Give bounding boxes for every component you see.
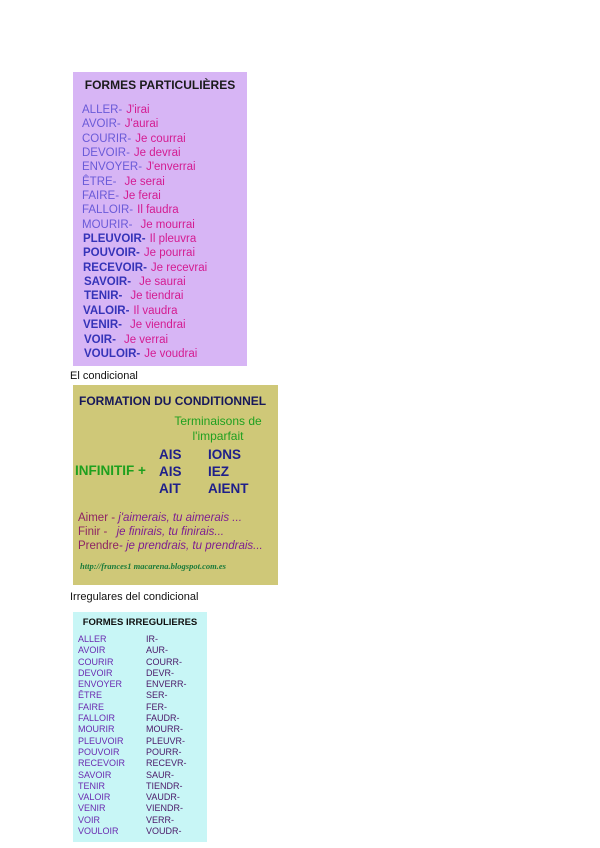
list-item xyxy=(82,347,207,361)
list-item xyxy=(82,261,207,275)
verb-label: AVOIR- xyxy=(82,118,121,131)
stem-label: SER- xyxy=(146,690,168,701)
conjugation: Je devrai xyxy=(133,147,181,160)
list-item xyxy=(82,218,207,232)
verb-label: TENIR- xyxy=(84,290,123,303)
verb-label: DEVOIR- xyxy=(82,147,130,160)
stem-label: MOURR- xyxy=(146,724,183,735)
verb-label: POUVOIR- xyxy=(83,247,140,260)
example-conjugation: - je prendrais, tu prendrais... xyxy=(118,540,263,552)
terminations-line-2: l'imparfait xyxy=(192,429,244,443)
list-item xyxy=(82,304,207,318)
stem-label: VIENDR- xyxy=(146,803,184,814)
verb-label: TENIR xyxy=(78,780,105,791)
list-item xyxy=(78,702,187,713)
caption-condicional: El condicional xyxy=(70,370,138,382)
conjugation: Il pleuvra xyxy=(149,233,197,246)
formes-particulieres-image xyxy=(73,72,247,366)
stem-label: TIENDR- xyxy=(146,780,183,791)
list-item xyxy=(78,758,187,769)
verb-label: RECEVOIR xyxy=(78,758,126,769)
example-verb: Prendre xyxy=(78,540,119,552)
verb-label: FAIRE- xyxy=(82,190,120,203)
verb-label: VALOIR- xyxy=(83,304,130,317)
list-item xyxy=(82,203,207,217)
blog-url: http://frances1 macarena.blogspot.com.es xyxy=(80,561,226,571)
list-item xyxy=(78,770,187,781)
conjugation: J'enverrai xyxy=(146,161,196,174)
list-item xyxy=(78,815,187,826)
list-item xyxy=(78,679,187,690)
conjugation: Il faudra xyxy=(137,204,179,217)
verb-label: COURIR xyxy=(78,656,114,667)
conjugation: Je tiendrai xyxy=(130,290,184,303)
list-item xyxy=(78,657,187,668)
verb-label: ENVOYER- xyxy=(82,161,143,174)
conjugation: Il vaudra xyxy=(133,304,178,317)
list-item xyxy=(78,792,187,803)
stem-label: VOUDR- xyxy=(146,826,182,837)
list-item xyxy=(78,781,187,792)
example-line xyxy=(78,526,224,538)
list-item xyxy=(82,146,207,160)
verb-label: PLEUVOIR- xyxy=(83,233,146,246)
stem-label: PLEUVR- xyxy=(146,735,186,746)
list-item xyxy=(78,690,187,701)
stem-label: AUR- xyxy=(146,645,168,656)
list-item xyxy=(78,713,187,724)
example-conjugation: je finirais, tu finirais... xyxy=(116,526,224,538)
verb-label: PLEUVOIR xyxy=(78,735,124,746)
list-item xyxy=(82,232,207,246)
caption-irregulares: Irregulares del condicional xyxy=(70,591,199,603)
verb-label: MOURIR xyxy=(78,724,115,735)
conjugation: Je ferai xyxy=(123,190,161,203)
conjugation: Je pourrai xyxy=(143,247,196,260)
verb-label: SAVOIR xyxy=(78,769,112,780)
verb-label: ÊTRE xyxy=(78,690,103,701)
example-line xyxy=(78,540,263,552)
ending: AIENT xyxy=(208,481,249,496)
box2-title: FORMATION DU CONDITIONNEL xyxy=(79,394,267,408)
verb-label: VOIR xyxy=(78,814,101,825)
stem-label: DEVR- xyxy=(146,667,175,678)
list-item xyxy=(82,132,207,146)
verb-label: DEVOIR xyxy=(78,667,113,678)
verb-label: ÊTRE- xyxy=(82,175,117,188)
verb-label: VOULOIR xyxy=(78,826,119,837)
verb-label: FALLOIR- xyxy=(82,204,134,217)
stem-label: FAUDR- xyxy=(146,713,180,724)
terminations-line-1: Terminaisons de xyxy=(174,414,262,428)
ending: IONS xyxy=(208,447,242,462)
conjugation: Je courrai xyxy=(135,132,186,145)
list-item xyxy=(82,318,207,332)
list-item xyxy=(78,645,187,656)
stem-label: ENVERR- xyxy=(146,679,187,690)
list-item xyxy=(82,333,207,347)
example-verb: Aimer - xyxy=(78,512,116,524)
verb-label: COURIR- xyxy=(82,132,132,145)
ending: AIT xyxy=(159,481,181,496)
verb-label: ALLER- xyxy=(82,104,123,116)
list-item xyxy=(82,103,207,117)
box1-list xyxy=(82,103,207,361)
verb-label: ALLER xyxy=(78,634,107,644)
stem-label: POURR- xyxy=(146,746,182,757)
verb-label: ENVOYER xyxy=(78,679,123,690)
list-item xyxy=(78,826,187,837)
stem-label: RECEVR- xyxy=(146,758,187,769)
list-item xyxy=(82,289,207,303)
box3-title: FORMES IRREGULIERES xyxy=(82,617,198,628)
verb-label: VENIR- xyxy=(83,319,122,332)
verb-label: VOIR- xyxy=(84,333,116,346)
stem-label: IR- xyxy=(146,634,158,644)
list-item xyxy=(82,175,207,189)
stem-label: COURR- xyxy=(146,656,182,667)
stem-label: VERR- xyxy=(146,814,175,825)
list-item xyxy=(78,736,187,747)
conjugation: Je verrai xyxy=(123,333,169,346)
verb-label: VENIR xyxy=(78,803,106,814)
verb-label: AVOIR xyxy=(78,645,106,656)
verb-label: SAVOIR- xyxy=(84,276,132,289)
box3-list xyxy=(78,634,187,837)
formes-irregulieres-image xyxy=(73,612,207,842)
box1-title: FORMES PARTICULIÈRES xyxy=(84,78,236,92)
example-line xyxy=(78,512,242,524)
list-item xyxy=(78,747,187,758)
terminations-label xyxy=(153,414,283,444)
conjugation: Je voudrai xyxy=(144,347,198,360)
stem-label: VAUDR- xyxy=(146,792,180,803)
infinitive-label: INFINITIF + xyxy=(75,463,146,478)
verb-label: VALOIR xyxy=(78,792,111,803)
verb-label: FAIRE xyxy=(78,701,105,712)
list-item xyxy=(78,724,187,735)
list-item xyxy=(78,668,187,679)
conjugation: Je recevrai xyxy=(150,261,208,274)
verb-label: RECEVOIR- xyxy=(83,261,147,274)
formation-conditionnel-image xyxy=(73,385,278,585)
list-item xyxy=(82,246,207,260)
list-item xyxy=(82,160,207,174)
list-item xyxy=(78,634,187,645)
conjugation: J'irai xyxy=(126,104,150,116)
conjugation: J'aurai xyxy=(124,118,159,131)
ending: IEZ xyxy=(208,464,230,479)
verb-label: VOULOIR- xyxy=(84,347,141,360)
ending: AIS xyxy=(159,464,182,479)
conjugation: Je saurai xyxy=(139,276,186,289)
conjugation: Je mourrai xyxy=(140,218,195,231)
conjugation: Je serai xyxy=(124,175,165,188)
example-conjugation: j'aimerais, tu aimerais ... xyxy=(118,512,242,524)
list-item xyxy=(78,803,187,814)
ending: AIS xyxy=(159,447,182,462)
stem-label: FER- xyxy=(146,701,167,712)
stem-label: SAUR- xyxy=(146,769,175,780)
list-item xyxy=(82,117,207,131)
conjugation: Je viendrai xyxy=(129,319,186,332)
verb-label: MOURIR- xyxy=(82,218,133,231)
verb-label: POUVOIR xyxy=(78,746,120,757)
list-item xyxy=(82,189,207,203)
verb-label: FALLOIR xyxy=(78,713,116,724)
list-item xyxy=(82,275,207,289)
example-verb: Finir - xyxy=(78,526,108,538)
